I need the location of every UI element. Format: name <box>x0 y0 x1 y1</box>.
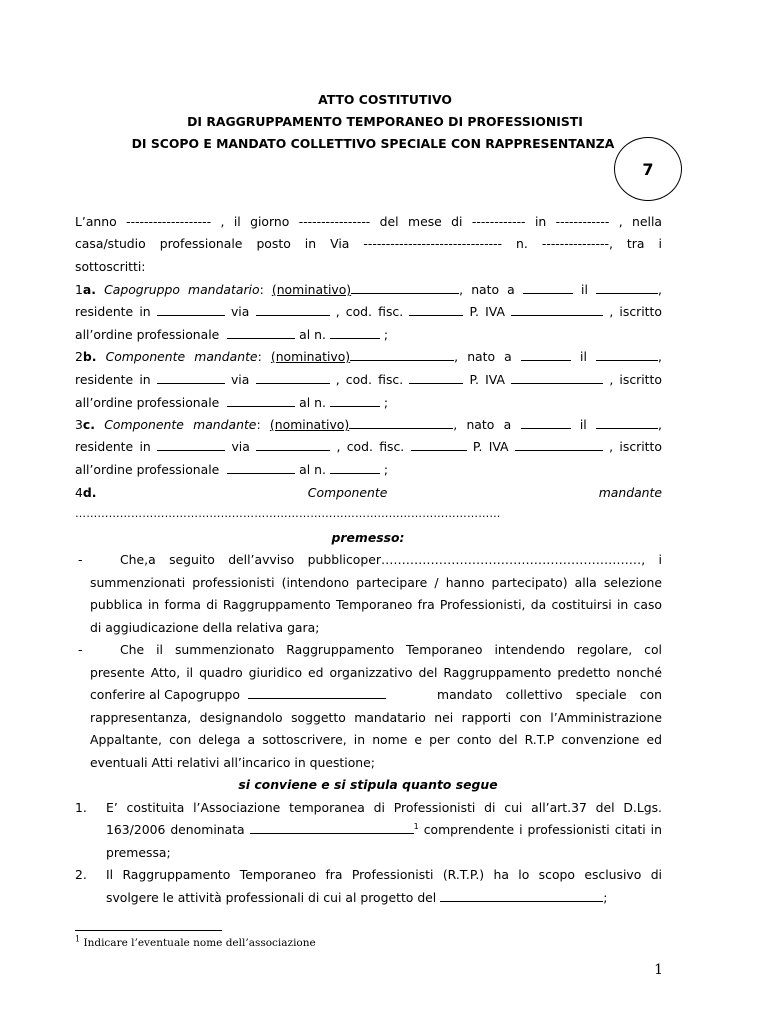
item-1-number: 1. <box>75 800 87 815</box>
member-a-line-3: all’ordine professionale al n. ; <box>75 327 389 342</box>
member-d-line-1: 4d. Componente mandante <box>75 485 662 500</box>
footnote-separator <box>75 930 222 931</box>
item-2-number: 2. <box>75 867 87 882</box>
premesso-1-line-1: Che,a seguito dell’avviso pubblicoper………………………………………………………, i <box>120 552 662 567</box>
member-a-line-2: residente in via , cod. fisc. P. IVA , iscritto <box>75 304 662 319</box>
footnote: $^1$ Indicare l’eventuale nome dell’associazione <box>75 934 316 949</box>
title-line-3: DI SCOPO E MANDATO COLLETTIVO SPECIALE CON RAPPRESENTANZA <box>131 136 615 151</box>
premesso-2-line-4: rappresentanza, designandolo soggetto mandatario nei rapporti con l’Amministrazione <box>90 710 662 725</box>
item-1-line-2: 163/2006 denominata $^1$ comprendente i professionisti citati in <box>106 821 662 837</box>
title-line-1: ATTO COSTITUTIVO <box>318 92 452 107</box>
title-line-2: DI RAGGRUPPAMENTO TEMPORANEO DI PROFESSIONISTI <box>187 114 583 129</box>
premesso-1-line-3: pubblica in forma di Raggruppamento Temporaneo fra Professionisti, da costituirsi in caso <box>90 597 662 612</box>
item-2-line-2: svolgere le attività professionali di cui al progetto del ; <box>106 890 608 905</box>
premesso-1-line-4: di aggiudicazione della relativa gara; <box>90 620 320 635</box>
premesso-2-line-2: presente Atto, il quadro giuridico ed organizzativo del Raggruppamento predetto nonché <box>90 665 662 680</box>
premesso-heading: premesso: <box>331 530 405 545</box>
item-1-line-3: premessa; <box>106 845 171 860</box>
premesso-bullet-2: - <box>78 642 83 657</box>
premesso-1-line-2: summenzionati professionisti (intendono partecipare / hanno partecipato) alla selezione <box>90 575 662 590</box>
member-b-line-3: all’ordine professionale al n. ; <box>75 395 389 410</box>
member-a-line-1: 1a. Capogruppo mandatario: (nominativo) , nato a il , <box>75 282 662 297</box>
member-c-line-2: residente in via , cod. fisc. P. IVA , iscritto <box>75 439 662 454</box>
member-c-line-3: all’ordine professionale al n. ; <box>75 462 389 477</box>
section-number-badge <box>614 137 682 201</box>
premesso-2-line-5: Appaltante, con delega a sottoscrivere, in nome e per conto del R.T.P convenzione ed <box>90 732 662 747</box>
member-c-line-1: 3c. Componente mandante: (nominativo) , nato a il , <box>75 417 662 432</box>
page-number: 1 <box>654 962 663 978</box>
badge-number: 7 <box>642 159 654 179</box>
intro-line-1: L’anno ------------------- , il giorno ---------------- del mese di ------------ in ------------ , nella <box>75 214 662 229</box>
member-d-dots: …………………………………………………………………………………………………… <box>75 507 501 520</box>
member-b-line-1: 2b. Componente mandante: (nominativo) , nato a il , <box>75 349 662 364</box>
intro-line-2: casa/studio professionale posto in Via ------------------------------- n. ---------------, tra i <box>75 236 662 251</box>
stipula-heading: si conviene e si stipula quanto segue <box>238 777 498 792</box>
item-1-line-1: E’ costituita l’Associazione temporanea di Professionisti di cui all’art.37 del D.Lgs. <box>106 800 662 815</box>
premesso-2-line-3b: mandato collettivo speciale con <box>437 687 662 702</box>
intro-line-3: sottoscritti: <box>75 259 146 274</box>
premesso-bullet-1: - <box>78 552 83 567</box>
premesso-2-line-1: Che il summenzionato Raggruppamento Temporaneo intendendo regolare, col <box>120 642 662 657</box>
premesso-2-line-6: eventuali Atti relativi all’incarico in questione; <box>90 755 375 770</box>
member-b-line-2: residente in via , cod. fisc. P. IVA , iscritto <box>75 372 662 387</box>
premesso-2-line-3a: conferire al Capogruppo <box>90 687 386 702</box>
item-2-line-1: Il Raggruppamento Temporaneo fra Professionisti (R.T.P.) ha lo scopo esclusivo di <box>106 867 662 882</box>
